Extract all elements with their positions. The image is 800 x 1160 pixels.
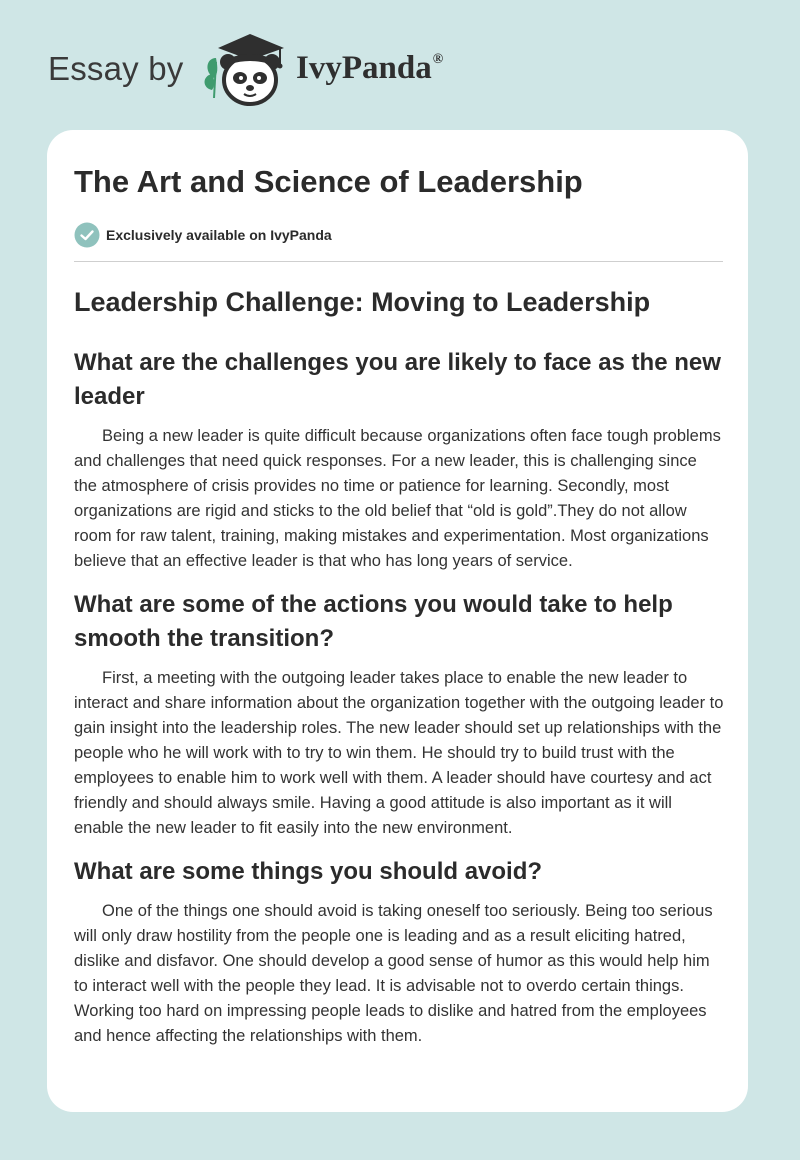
check-circle-icon (74, 222, 100, 248)
section-question: What are some of the actions you would take to help smooth the transition? (74, 591, 673, 652)
essay-title: The Art and Science of Leadership (74, 164, 583, 199)
section-paragraph: Being a new leader is quite difficult because organizations often face tough problems and challenges that need quick responses. For a new leader, this is challenging since the atmosphere of crisis provides no time or patience for learning. Secondly, most organizations are rigid and sticks to the old belief that “old is gold”.They do not allow room for raw talent, training, making mistakes and experimentation. Most organizations believe that an effective leader is that who has long years of service. (74, 427, 721, 570)
panda-graduate-icon[interactable] (200, 28, 292, 108)
section-paragraph: One of the things one should avoid is taking oneself too seriously. Being too serious will only draw hostility from the people one is leading and as a result eliciting hatred, dislike and disfavor. One should develop a good sense of humor as this would help him to interact well with the people they lead. It is advisable not to overdo certain things. Working too hard on impressing people leads to dislike and hatred from the employees and hence affecting the relationships with them. (74, 902, 713, 1045)
section-question: What are some things you should avoid? (74, 858, 543, 885)
section-paragraph: First, a meeting with the outgoing leader takes place to enable the new leader to interact and share information about the organization together with the outgoing leader to gain insight into the leadership roles. The new leader should set up relationships with the people who he will work with to try to win them. He should try to build trust with the employees to enable him to work well with them. A leader should have courtesy and act friendly and should always smile. Having a good attitude is also important as it will enable the new leader to fit easily into the new environment. (74, 669, 724, 837)
exclusive-badge (74, 222, 332, 248)
registered-mark: ® (432, 52, 444, 67)
exclusive-badge-text: Exclusively available on IvyPanda (106, 227, 332, 243)
essay-content (74, 280, 724, 1063)
section-question: What are the challenges you are likely to face as the new leader (74, 349, 721, 410)
divider (74, 261, 723, 262)
essay-by-label: Essay by (48, 50, 184, 87)
site-header (0, 0, 800, 130)
essay-heading: Leadership Challenge: Moving to Leadership (74, 287, 651, 317)
essay-card (47, 130, 748, 1112)
brand-name[interactable]: IvyPanda® (296, 50, 444, 86)
